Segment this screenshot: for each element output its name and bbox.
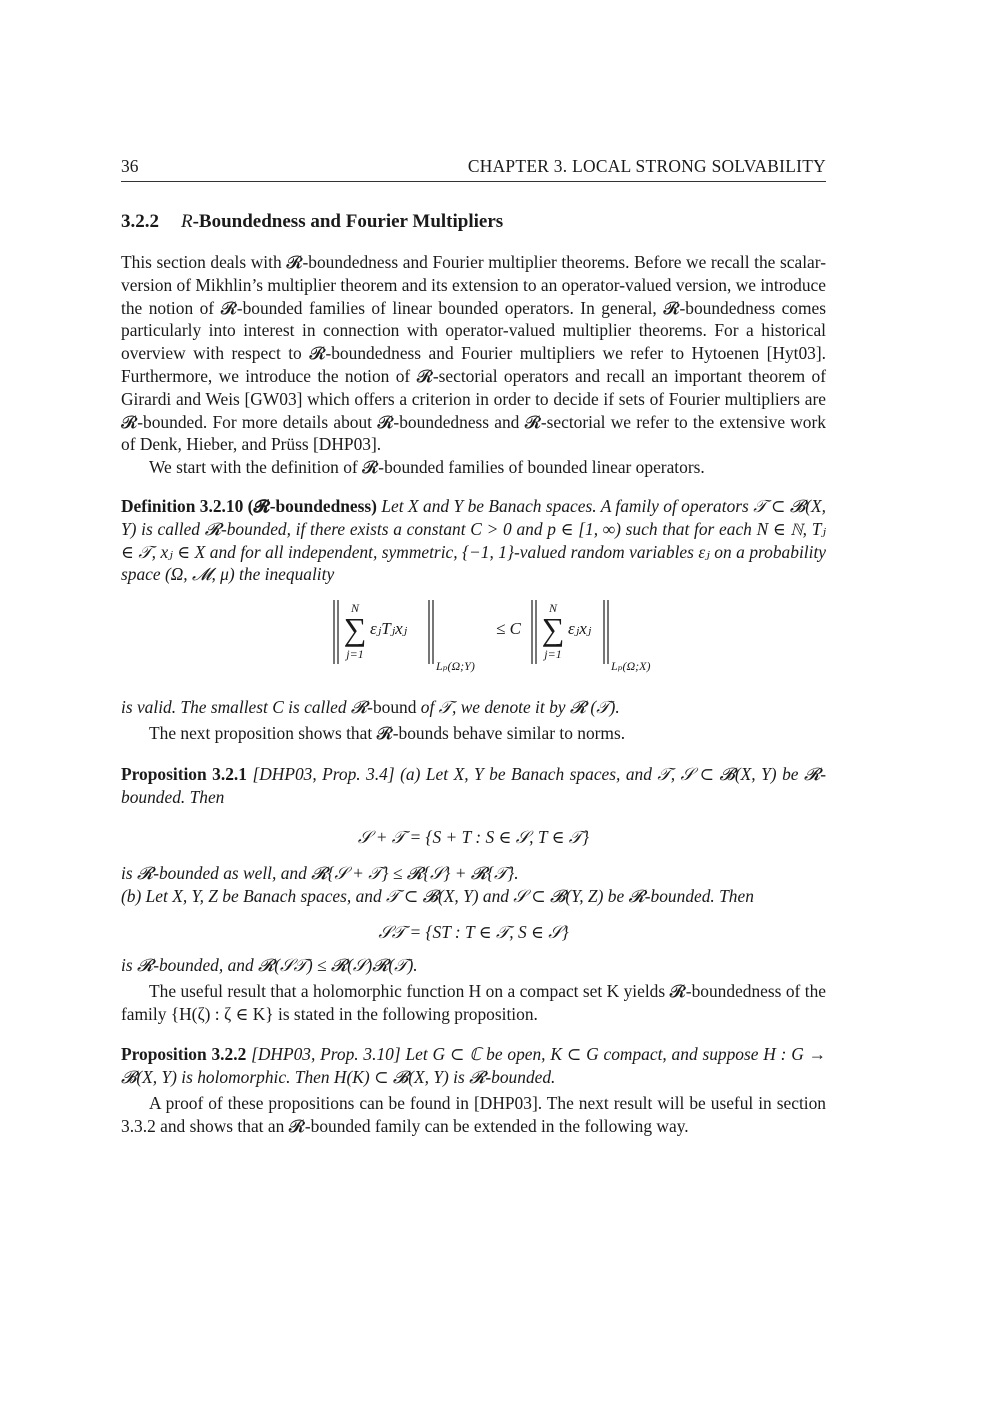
lhs-sum-sign: ∑ <box>343 611 366 648</box>
proposition-1-heading: Proposition 3.2.1 <box>121 763 247 784</box>
intro-paragraph-2: We start with the definition of 𝓡-bounded families of bounded linear operators. <box>149 457 705 478</box>
inequality-relation: ≤ C <box>495 619 521 639</box>
rhs-sum-sign: ∑ <box>541 611 564 648</box>
definition-conclusion: is valid. The smallest C is called 𝓡-bound of 𝒯, we denote it by 𝓡 (𝒯). <box>121 697 620 718</box>
proposition-2-body: [DHP03, Prop. 3.10] Let G ⊂ ℂ be open, K ⊂ G compact, and suppose H : G → 𝓑(X, Y) is holomorphic. Then H(K) ⊂ 𝓑(X, Y) is 𝓡-bounded. <box>121 1044 826 1088</box>
closing-paragraph: A proof of these propositions can be found in [DHP03]. The next result will be useful in section 3.3.2 and shows that an 𝓡-bounded family can be extended in the following way. <box>121 1092 826 1136</box>
sum-set-formula: 𝒮 + 𝒯 = {S + T : S ∈ 𝒮, T ∈ 𝒯} <box>357 826 590 847</box>
proposition-2-block <box>121 1043 826 1089</box>
section-title: -Boundedness and Fourier Multipliers <box>192 211 504 232</box>
running-header <box>121 155 826 182</box>
definition-heading: Definition 3.2.10 (𝓡-boundedness) <box>121 495 377 516</box>
page-number: 36 <box>121 156 139 176</box>
section-heading <box>121 210 826 234</box>
definition-body: Let X and Y be Banach spaces. A family of operators 𝒯 ⊂ 𝓑(X, Y) is called 𝓡-bounded, if there exists a constant C > 0 and p ∈ [1, ∞) such that for each N ∈ ℕ, Tⱼ ∈ 𝒯, xⱼ ∈ X and for all independent, symmetric, {−1, 1}-valued random variables εⱼ on a probability space (Ω, 𝓜, μ) the inequality <box>121 495 826 585</box>
lhs-sum-upper: N <box>350 601 359 616</box>
rhs-norm-subscript: Lₚ(Ω;X) <box>610 659 650 674</box>
remark-holomorphic: The useful result that a holomorphic function H on a compact set K yields 𝓡-boundedness of the family {H(ζ) : ζ ∈ K} is stated in the following proposition. <box>121 980 826 1024</box>
proposition-1-part-b: (b) Let X, Y, Z be Banach spaces, and 𝒯 ⊂ 𝓑(X, Y) and 𝒮 ⊂ 𝓑(Y, Z) be 𝓡-bounded. Then <box>121 886 754 907</box>
rhs-sum-lower: j=1 <box>543 647 562 662</box>
lhs-sum-lower: j=1 <box>345 647 364 662</box>
document-page <box>121 155 826 1138</box>
proposition-1-part-a: [DHP03, Prop. 3.4] (a) Let X, Y be Banach spaces, and 𝒯, 𝒮 ⊂ 𝓑(X, Y) be 𝓡-bounded. Then <box>121 763 826 807</box>
proposition-2-heading: Proposition 3.2.2 <box>121 1044 247 1065</box>
product-set-formula: 𝒮𝒯 = {ST : T ∈ 𝒯, S ∈ 𝒮} <box>378 921 569 942</box>
proposition-1-part-a-conclusion: is 𝓡-bounded as well, and 𝓡{𝒮 + 𝒯} ≤ 𝓡{𝒮} + 𝓡{𝒯}. <box>121 863 519 884</box>
lhs-norm-subscript: Lₚ(Ω;Y) <box>435 659 475 674</box>
chapter-title: CHAPTER 3. LOCAL STRONG SOLVABILITY <box>467 156 826 176</box>
r-bound-inequality <box>264 594 684 686</box>
intro-paragraph: This section deals with 𝓡-boundedness and Fourier multiplier theorems. Before we recall the scalar-version of Mikhlin’s multiplier theorem and its extension to an operator-valued version, we introduce the notion of 𝓡-bounded families of linear bounded operators. In general, 𝓡-boundedness comes particularly into interest in connection with operator-valued multiplier theorems. For a historical overview with respect to 𝓡-boundedness and Fourier multipliers we refer to Hytoenen [Hyt03]. Furthermore, we introduce the notion of 𝓡-sectorial operators and recall an important theorem of Girardi and Weis [GW03] which offers a criterion in order to decide if sets of Fourier multipliers are 𝓡-bounded. For more details about 𝓡-boundedness and 𝓡-sectorial we refer to the extensive work of Denk, Hieber, and Prüss [DHP03]. <box>121 252 826 455</box>
rhs-sum-upper: N <box>548 601 557 616</box>
rhs-term: εⱼxⱼ <box>567 619 591 639</box>
section-number: 3.2.2 <box>121 211 159 232</box>
section-title-cal: R <box>181 211 193 232</box>
proposition-1-part-b-conclusion: is 𝓡-bounded, and 𝓡(𝒮𝒯) ≤ 𝓡(𝒮)𝓡(𝒯). <box>121 954 418 975</box>
lhs-term: εⱼTⱼxⱼ <box>369 619 407 639</box>
definition-block <box>121 495 826 719</box>
remark-norms: The next proposition shows that 𝓡-bounds behave similar to norms. <box>149 722 626 743</box>
proposition-1-block <box>121 763 826 977</box>
